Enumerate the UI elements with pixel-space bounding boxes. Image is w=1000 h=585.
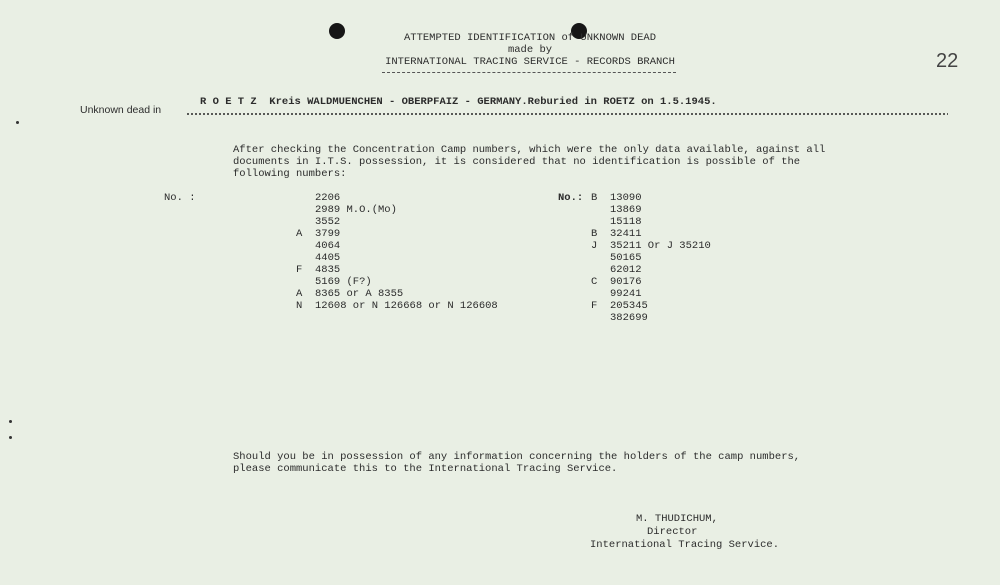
number-row — [296, 192, 556, 204]
camp-number: 3552 — [315, 216, 341, 228]
page-number: 22 — [936, 50, 959, 72]
number-row — [591, 312, 851, 324]
header-organization: INTERNATIONAL TRACING SERVICE - RECORDS BRANCH — [385, 56, 675, 68]
signature-title: Director — [647, 526, 698, 538]
number-prefix: B — [591, 228, 598, 240]
header-title: ATTEMPTED IDENTIFICATION of UNKNOWN DEAD — [403, 32, 657, 44]
number-row — [591, 300, 851, 312]
camp-number: 2989 M.O.(Mo) — [315, 204, 397, 216]
camp-number: 99241 — [610, 288, 642, 300]
number-row — [296, 204, 556, 216]
number-row — [296, 240, 556, 252]
right-number-list — [591, 192, 851, 324]
margin-mark — [16, 121, 19, 124]
number-row — [591, 192, 851, 204]
camp-number: 4405 — [315, 252, 341, 264]
number-row — [296, 276, 556, 288]
number-row — [591, 276, 851, 288]
intro-line-2: documents in I.T.S. possession, it is considered that no identification is possible of the — [233, 156, 801, 168]
closing-line-1: Should you be in possession of any information concerning the holders of the camp numbers, — [233, 451, 801, 463]
number-row — [591, 252, 851, 264]
camp-number: 35211 Or J 35210 — [610, 240, 711, 252]
number-row — [591, 264, 851, 276]
camp-number: 32411 — [610, 228, 642, 240]
number-prefix: A — [296, 288, 303, 300]
number-row — [591, 204, 851, 216]
camp-number: 382699 — [610, 312, 648, 324]
camp-number: 5169 (F?) — [315, 276, 372, 288]
number-row — [296, 216, 556, 228]
right-list-label: No.: — [558, 192, 584, 204]
intro-line-1: After checking the Concentration Camp numbers, which were the only data available, against all — [233, 144, 826, 156]
number-row — [591, 228, 851, 240]
number-prefix: N — [296, 300, 303, 312]
unknown-dead-location: R O E T Z Kreis WALDMUENCHEN - OBERPFAIZ - GERMANY.Reburied in ROETZ on 1.5.1945. — [200, 96, 717, 108]
camp-number: 3799 — [315, 228, 341, 240]
number-prefix: F — [296, 264, 303, 276]
margin-mark — [9, 420, 12, 423]
number-row — [296, 300, 556, 312]
number-prefix: B — [591, 192, 598, 204]
header-made-by: made by — [507, 44, 553, 56]
camp-number: 62012 — [610, 264, 642, 276]
signature-name: M. THUDICHUM, — [636, 513, 718, 525]
number-row — [591, 240, 851, 252]
camp-number: 8365 or A 8355 — [315, 288, 404, 300]
camp-number: 15118 — [610, 216, 642, 228]
number-row — [591, 216, 851, 228]
left-list-label: No. : — [164, 192, 196, 204]
camp-number: 12608 or N 126668 or N 126608 — [315, 300, 498, 312]
left-number-list — [296, 192, 556, 312]
camp-number: 2206 — [315, 192, 341, 204]
margin-mark — [9, 436, 12, 439]
signature-organization: International Tracing Service. — [590, 539, 780, 551]
number-row — [296, 288, 556, 300]
number-row — [591, 288, 851, 300]
unknown-dead-label: Unknown dead in — [80, 104, 162, 116]
camp-number: 4835 — [315, 264, 341, 276]
dotted-fill-line — [186, 113, 948, 115]
header-underline — [382, 72, 676, 73]
number-row — [296, 264, 556, 276]
intro-line-3: following numbers: — [233, 168, 347, 180]
number-row — [296, 252, 556, 264]
camp-number: 205345 — [610, 300, 648, 312]
camp-number: 13090 — [610, 192, 642, 204]
number-prefix: F — [591, 300, 598, 312]
camp-number: 4064 — [315, 240, 341, 252]
closing-line-2: please communicate this to the International Tracing Service. — [233, 463, 618, 475]
number-prefix: C — [591, 276, 598, 288]
camp-number: 50165 — [610, 252, 642, 264]
punch-hole-left — [329, 23, 345, 39]
number-prefix: A — [296, 228, 303, 240]
camp-number: 90176 — [610, 276, 642, 288]
camp-number: 13869 — [610, 204, 642, 216]
number-prefix: J — [591, 240, 598, 252]
number-row — [296, 228, 556, 240]
